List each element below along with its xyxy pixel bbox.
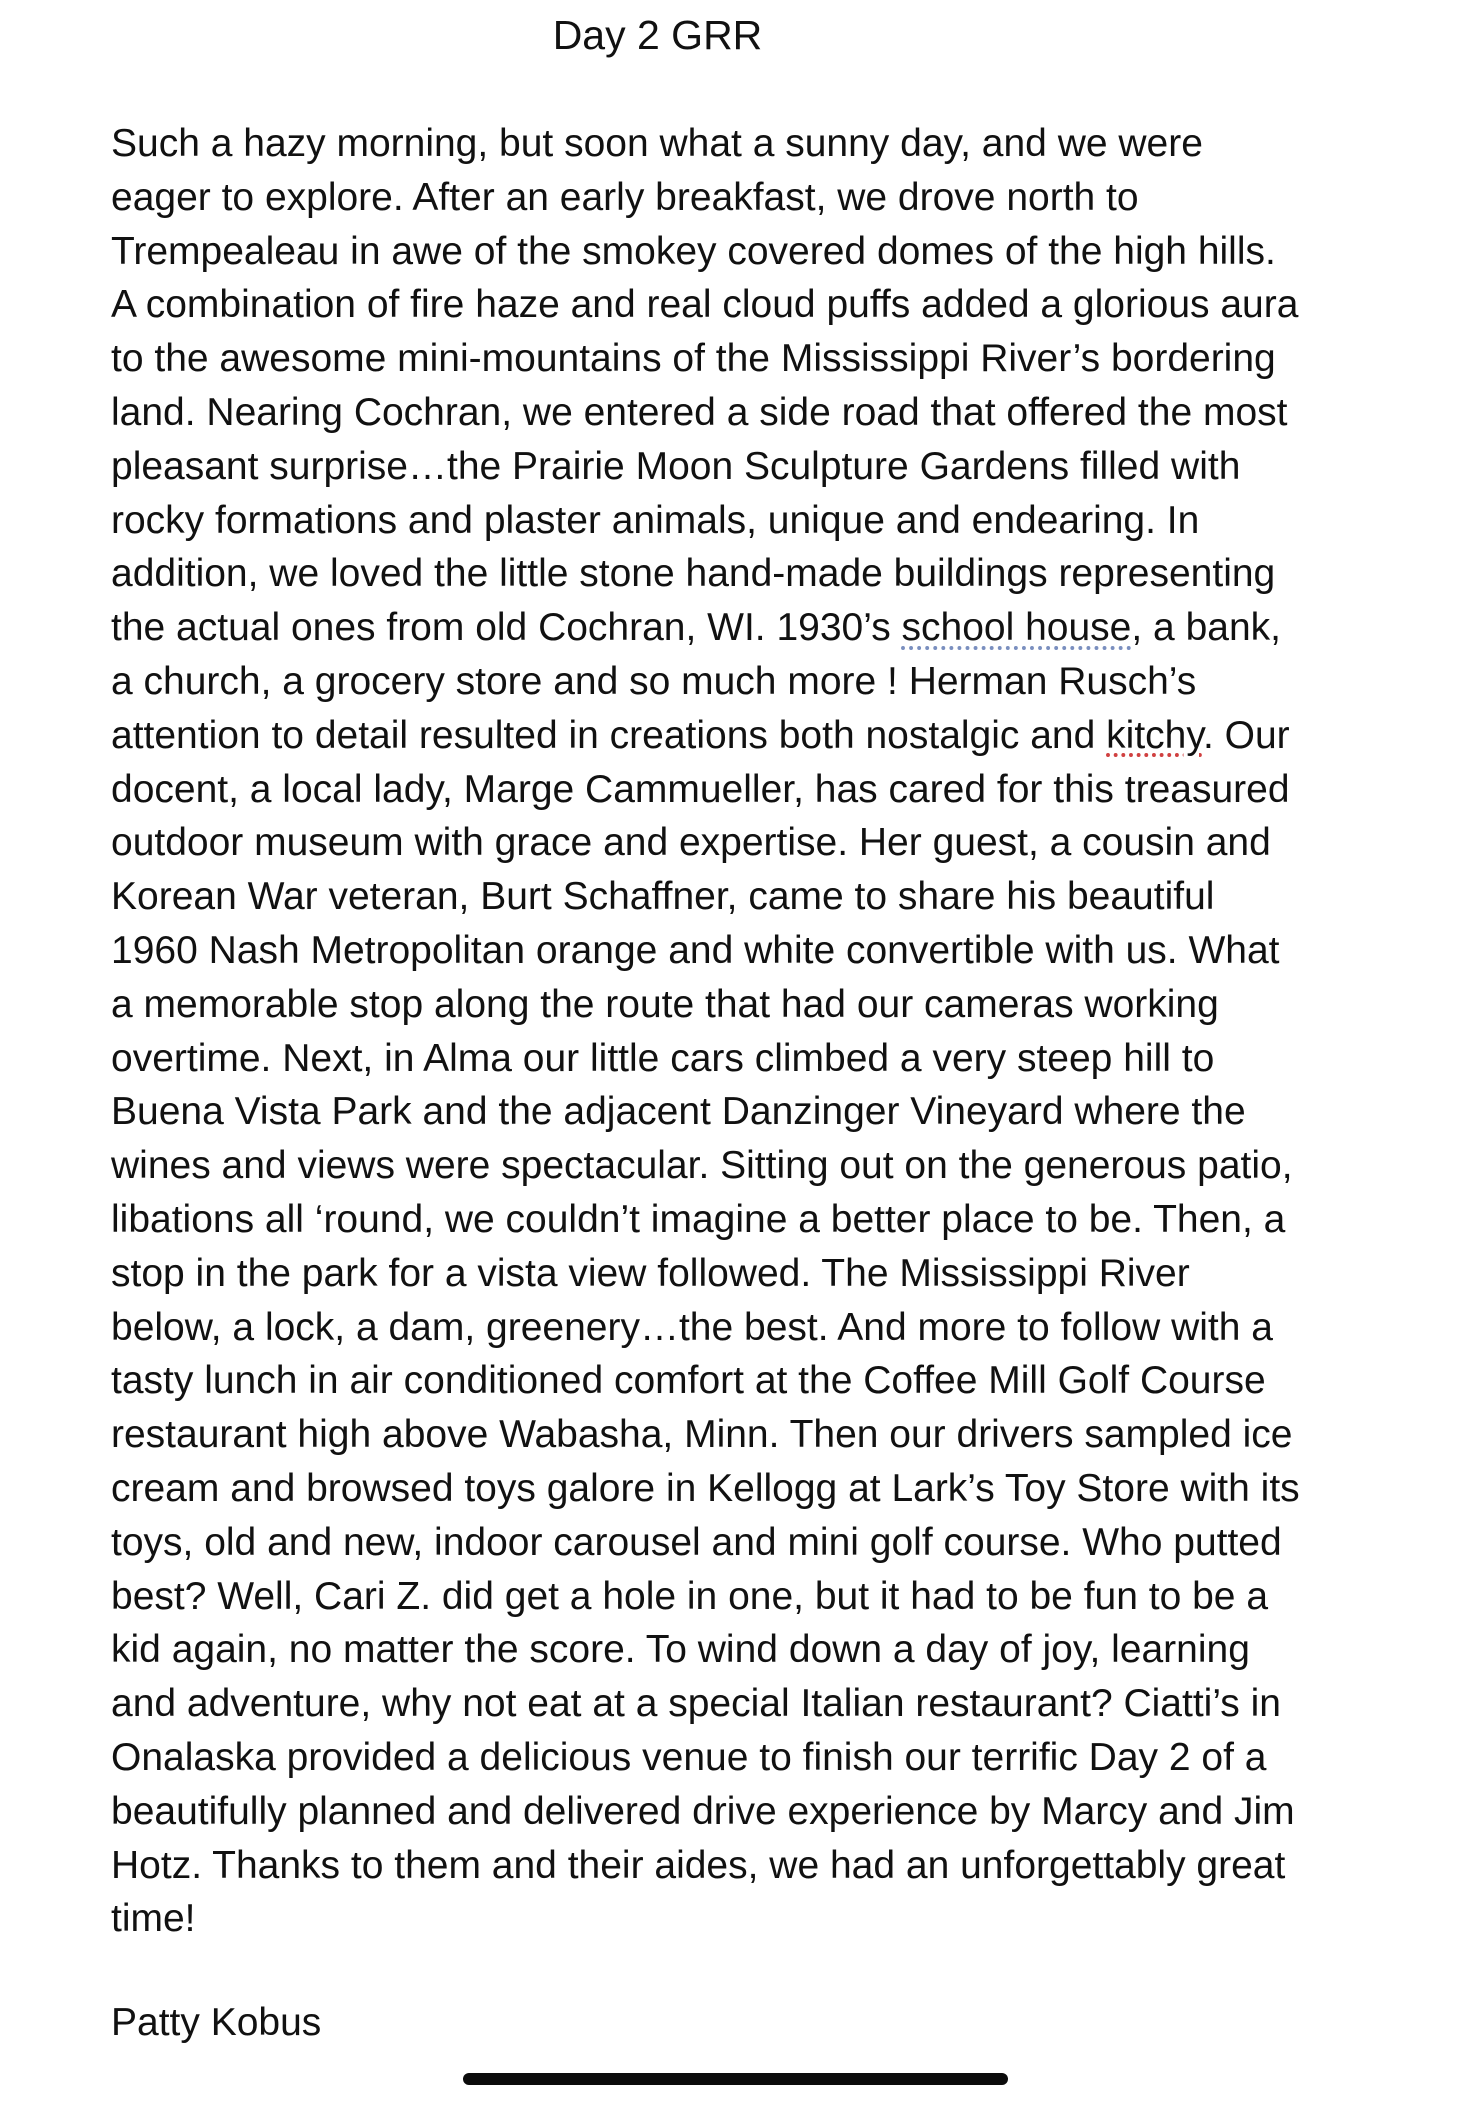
paragraph-line: A combination of fire haze and real cloud puffs added a glorious aura — [111, 283, 1299, 327]
paragraph-line: to the awesome mini-mountains of the Mississippi River’s bordering — [111, 337, 1276, 381]
line-text: , a bank, — [1131, 606, 1281, 650]
paragraph-line — [111, 709, 1361, 763]
grammar-flagged-phrase[interactable]: school house — [901, 606, 1132, 650]
paragraph-line: Hotz. Thanks to them and their aides, we had an unforgettably great — [111, 1843, 1286, 1887]
paragraph-line: 1960 Nash Metropolitan orange and white convertible with us. What — [111, 928, 1280, 972]
paragraph-line: restaurant high above Wabasha, Minn. Then our drivers sampled ice — [111, 1413, 1293, 1457]
paragraph-line: overtime. Next, in Alma our little cars climbed a very steep hill to — [111, 1036, 1215, 1080]
paragraph-line: cream and browsed toys galore in Kellogg at Lark’s Toy Store with its — [111, 1466, 1300, 1510]
spelling-flagged-word[interactable]: kitchy — [1106, 713, 1203, 757]
paragraph-line: time! — [111, 1897, 196, 1941]
paragraph-line: and adventure, why not eat at a special Italian restaurant? Ciatti’s in — [111, 1682, 1281, 1726]
paragraph-line: tasty lunch in air conditioned comfort at the Coffee Mill Golf Course — [111, 1359, 1266, 1403]
paragraph-line: Such a hazy morning, but soon what a sunny day, and we were — [111, 122, 1203, 165]
paragraph-line: toys, old and new, indoor carousel and mini golf course. Who putted — [111, 1520, 1282, 1564]
paragraph-line: docent, a local lady, Marge Cammueller, has cared for this treasured — [111, 767, 1290, 811]
paragraph-line: addition, we loved the little stone hand-made buildings representing — [111, 552, 1276, 596]
home-indicator-bar[interactable] — [463, 2073, 1008, 2085]
paragraph-line: rocky formations and plaster animals, unique and endearing. In — [111, 498, 1200, 542]
author-signature: Patty Kobus — [111, 2001, 322, 2044]
paragraph-line: eager to explore. After an early breakfast, we drove north to — [111, 175, 1139, 219]
line-text: attention to detail resulted in creations both nostalgic and — [111, 713, 1107, 757]
line-text: . Our — [1202, 713, 1290, 757]
paragraph-line: a church, a grocery store and so much more ! Herman Rusch’s — [111, 659, 1197, 703]
paragraph-line: beautifully planned and delivered drive experience by Marcy and Jim — [111, 1789, 1295, 1833]
paragraph-line: a memorable stop along the route that had our cameras working — [111, 982, 1219, 1026]
paragraph-line: kid again, no matter the score. To wind down a day of joy, learning — [111, 1628, 1250, 1672]
paragraph-line: outdoor museum with grace and expertise. Her guest, a cousin and — [111, 821, 1271, 865]
paragraph-line: Buena Vista Park and the adjacent Danzinger Vineyard where the — [111, 1090, 1246, 1134]
document-body — [111, 117, 1361, 1946]
paragraph-line: wines and views were spectacular. Sitting out on the generous patio, — [111, 1144, 1293, 1188]
document-title: Day 2 GRR — [552, 12, 763, 58]
paragraph-line: Onalaska provided a delicious venue to finish our terrific Day 2 of a — [111, 1735, 1267, 1779]
line-text: the actual ones from old Cochran, WI. 1930’s — [111, 606, 902, 650]
paragraph-line: stop in the park for a vista view followed. The Mississippi River — [111, 1251, 1190, 1295]
paragraph-line: land. Nearing Cochran, we entered a side road that offered the most — [111, 390, 1288, 434]
paragraph-line: libations all ‘round, we couldn’t imagine a better place to be. Then, a — [111, 1197, 1286, 1241]
paragraph-line: best? Well, Cari Z. did get a hole in one, but it had to be fun to be a — [111, 1574, 1269, 1618]
paragraph-line: below, a lock, a dam, greenery…the best. And more to follow with a — [111, 1305, 1273, 1349]
paragraph-line: Trempealeau in awe of the smokey covered domes of the high hills. — [111, 229, 1276, 273]
paragraph-line: pleasant surprise…the Prairie Moon Sculpture Gardens filled with — [111, 444, 1241, 488]
paragraph-line: Korean War veteran, Burt Schaffner, came to share his beautiful — [111, 875, 1215, 919]
paragraph-line — [111, 601, 1361, 655]
